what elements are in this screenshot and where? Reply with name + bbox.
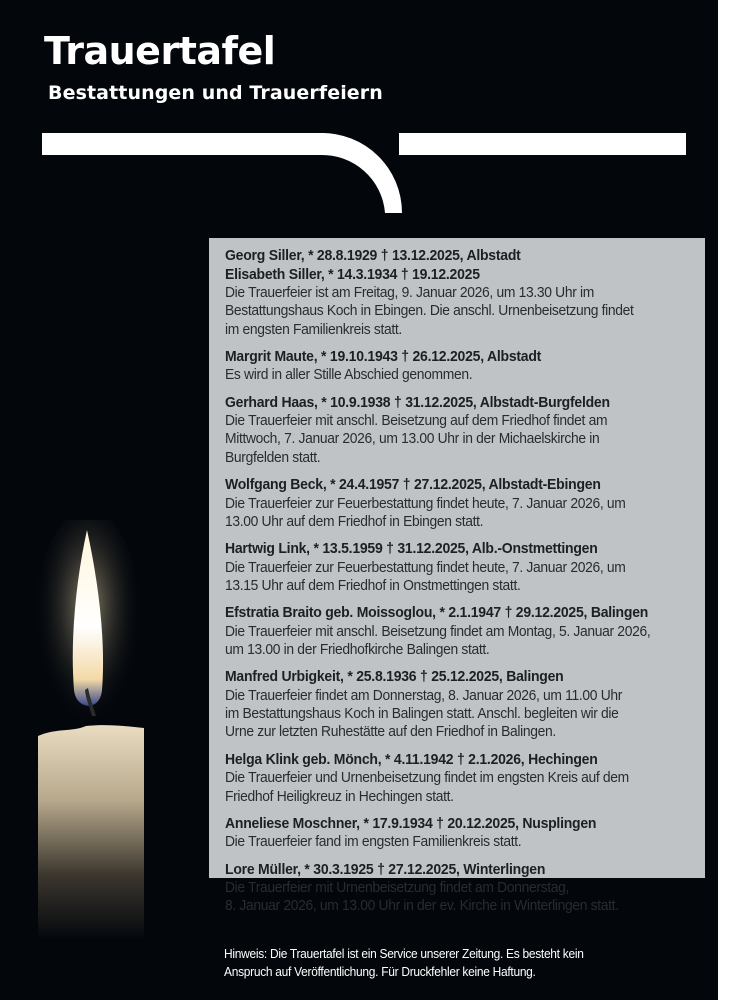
entry-line: im Bestattungshaus Koch in Balingen statt. Anschl. begleiten wir die: [225, 706, 619, 723]
entry-line: Die Trauerfeier zur Feuerbestattung findet heute, 7. Januar 2026, um: [225, 495, 626, 512]
entry-line: Urne zur letzten Ruhestätte auf den Friedhof in Balingen.: [225, 724, 556, 741]
obituary-entry: [225, 668, 705, 741]
entry-description: [225, 412, 681, 467]
entry-line: Es wird in aller Stille Abschied genommen.: [225, 367, 473, 384]
entry-line: Die Trauerfeier fand im engsten Familienkreis statt.: [225, 834, 522, 851]
obituary-entry: [225, 815, 705, 852]
entry-line: 8. Januar 2026, um 13.00 Uhr in der ev. Kirche in Winterlingen statt.: [225, 898, 619, 915]
entry-heading: Margrit Maute, * 19.10.1943 † 26.12.2025, Albstadt: [225, 348, 542, 365]
entry-line: Friedhof Heiligkreuz in Hechingen statt.: [225, 788, 454, 805]
decorative-arc-icon: [318, 133, 402, 213]
entry-description: [225, 687, 681, 742]
decorative-bar-right: [399, 133, 686, 155]
entry-heading: Hartwig Link, * 13.5.1959 † 31.12.2025, Alb.-Onstmettingen: [225, 541, 598, 558]
obituary-entry: [225, 348, 705, 385]
entry-description: [225, 495, 681, 532]
disclaimer-line: Anspruch auf Veröffentlichung. Für Druckfehler keine Haftung.: [224, 965, 536, 979]
entry-line: 13.00 Uhr auf dem Friedhof in Ebingen statt.: [225, 513, 484, 530]
entry-line: Die Trauerfeier mit Urnenbeisetzung findet am Donnerstag,: [225, 880, 570, 897]
entry-line: im engsten Familienkreis statt.: [225, 321, 402, 338]
obituary-entry: [225, 861, 705, 916]
obituary-entry: [225, 604, 705, 659]
entry-description: [225, 833, 681, 851]
obituary-entry: [225, 540, 705, 595]
entry-line: Die Trauerfeier mit anschl. Beisetzung findet am Montag, 5. Januar 2026,: [225, 623, 651, 640]
entry-heading: Anneliese Moschner, * 17.9.1934 † 20.12.2025, Nusplingen: [225, 815, 597, 832]
candle-icon: [36, 520, 146, 940]
entry-description: [225, 769, 681, 806]
entry-line: Die Trauerfeier mit anschl. Beisetzung auf dem Friedhof findet am: [225, 413, 608, 430]
entry-line: Die Trauerfeier ist am Freitag, 9. Januar 2026, um 13.30 Uhr im: [225, 285, 594, 301]
entry-description: [225, 879, 681, 916]
entry-heading: Georg Siller, * 28.8.1929 † 13.12.2025, Albstadt: [225, 248, 521, 264]
page-subtitle: Bestattungen und Trauerfeiern: [48, 82, 383, 104]
obituary-entry: [225, 751, 705, 806]
entry-heading: Wolfgang Beck, * 24.4.1957 † 27.12.2025, Albstadt-Ebingen: [225, 477, 601, 494]
entry-line: Die Trauerfeier findet am Donnerstag, 8. Januar 2026, um 11.00 Uhr: [225, 687, 623, 704]
obituary-entry: [225, 476, 705, 531]
entry-heading: Efstratia Braito geb. Moissoglou, * 2.1.1947 † 29.12.2025, Balingen: [225, 605, 649, 622]
page-title: Trauertafel: [44, 29, 276, 73]
entry-heading: Gerhard Haas, * 10.9.1938 † 31.12.2025, Albstadt-Burgfelden: [225, 394, 610, 411]
entry-line: um 13.00 in der Friedhofkirche Balingen statt.: [225, 642, 490, 659]
obituary-entry: [225, 394, 705, 467]
obituary-entry: [225, 247, 705, 339]
entry-line: Die Trauerfeier zur Feuerbestattung findet heute, 7. Januar 2026, um: [225, 559, 626, 576]
entry-line: Mittwoch, 7. Januar 2026, um 13.00 Uhr in der Michaelskirche in: [225, 431, 600, 448]
entry-line: 13.15 Uhr auf dem Friedhof in Onstmettingen statt.: [225, 577, 521, 594]
entry-line: Burgfelden statt.: [225, 449, 321, 466]
entry-description: [225, 366, 681, 384]
entry-description: [225, 623, 681, 660]
entry-heading: Lore Müller, * 30.3.1925 † 27.12.2025, Winterlingen: [225, 861, 546, 878]
entry-heading: Manfred Urbigkeit, * 25.8.1936 † 25.12.2025, Balingen: [225, 669, 564, 686]
decorative-bar-left: [42, 133, 319, 155]
disclaimer-note: [224, 945, 584, 981]
notices-box: [209, 238, 705, 915]
entry-heading: Helga Klink geb. Mönch, * 4.11.1942 † 2.1.2026, Hechingen: [225, 751, 598, 768]
entry-line: Bestattungshaus Koch in Ebingen. Die anschl. Urnenbeisetzung findet: [225, 303, 634, 320]
entry-description: [225, 559, 681, 596]
entry-description: [225, 284, 681, 339]
entry-heading: Elisabeth Siller, * 14.3.1934 † 19.12.2025: [225, 266, 480, 283]
entry-line: Die Trauerfeier und Urnenbeisetzung findet im engsten Kreis auf dem: [225, 770, 629, 787]
disclaimer-line: Hinweis: Die Trauertafel ist ein Service unserer Zeitung. Es besteht kein: [224, 947, 584, 961]
